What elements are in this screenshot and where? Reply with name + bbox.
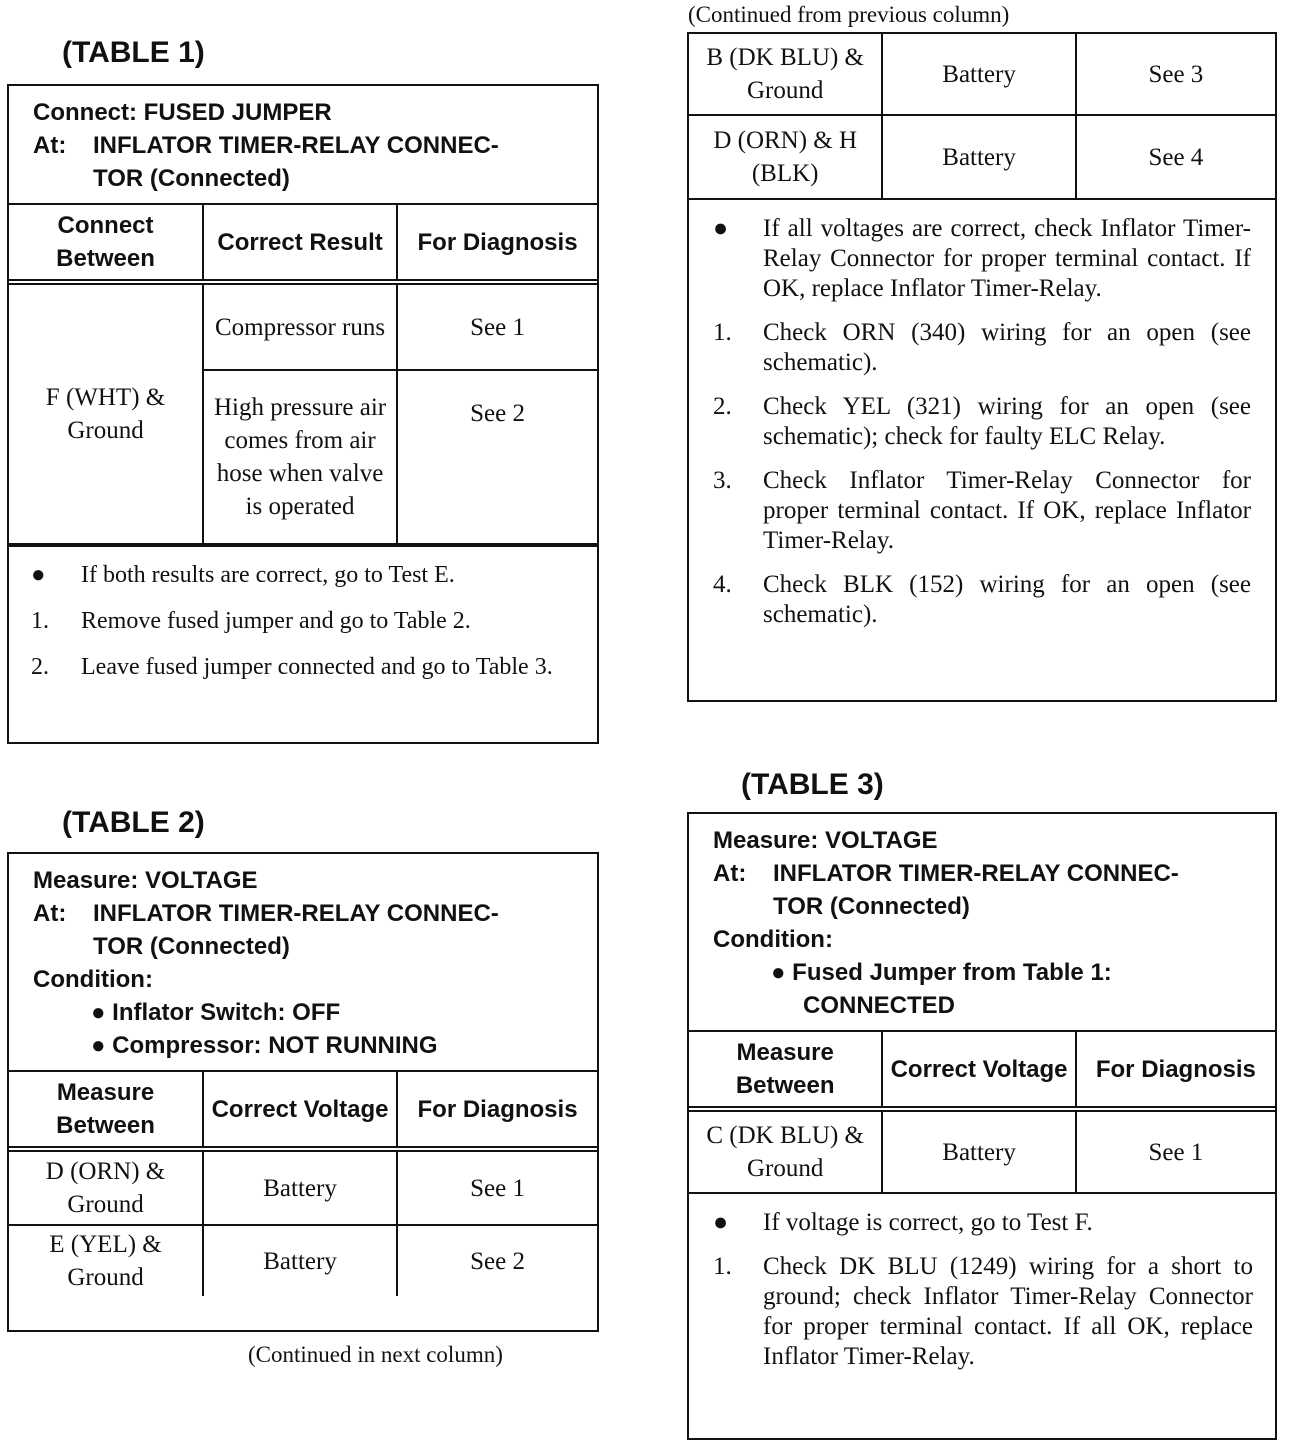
note-item: 3. Check Inflator Timer-Relay Connector for proper terminal contact. If OK, replace Inflator Timer-Relay.	[713, 467, 1251, 554]
table2-continued	[687, 32, 1277, 702]
at-label: At:	[33, 900, 67, 927]
measure-label: Measure:	[713, 827, 819, 854]
table-cell-diagnosis: See 2	[397, 1225, 597, 1296]
at-line1: INFLATOR TIMER-RELAY CONNEC-	[93, 132, 499, 159]
at-label: At:	[713, 860, 747, 887]
table2-continued-grid	[689, 34, 1275, 200]
note-item: ● If all voltages are correct, check Inflator Timer-Relay Connector for proper terminal contact. If OK, replace Inflator Timer-Relay.	[713, 215, 1251, 302]
at-line2: TOR (Connected)	[93, 933, 290, 960]
table1-title: (TABLE 1)	[62, 36, 205, 69]
col-header-correct-result: Correct Result	[203, 205, 397, 282]
condition-item: ● Compressor: NOT RUNNING	[91, 1032, 438, 1059]
table-cell-between: E (YEL) & Ground	[9, 1225, 203, 1296]
table-cell-between: D (ORN) & Ground	[9, 1149, 203, 1225]
col-header-correct-voltage: Correct Voltage	[203, 1072, 397, 1149]
note-item: 1. Check ORN (340) wiring for an open (see schematic).	[713, 319, 1251, 376]
table-cell-voltage: Battery	[882, 1109, 1075, 1193]
col-header-connect-between: Connect Between	[9, 205, 203, 282]
table2-grid	[9, 1072, 597, 1296]
at-line2: TOR (Connected)	[93, 165, 290, 192]
note-item: ● If both results are correct, go to Test E.	[31, 562, 455, 588]
table-cell-voltage: Battery	[882, 115, 1075, 199]
note-item: 1. Remove fused jumper and go to Table 2.	[31, 608, 471, 634]
table2	[7, 852, 599, 1332]
measure-value: VOLTAGE	[825, 827, 938, 854]
table-cell-result: Compressor runs	[203, 282, 397, 370]
continued-from-caption: (Continued from previous column)	[688, 2, 1010, 27]
table3-notes	[689, 1194, 1275, 1392]
condition-item: ● Inflator Switch: OFF	[91, 999, 341, 1026]
note-item: 4. Check BLK (152) wiring for an open (see schematic).	[713, 571, 1251, 628]
condition-item-cont: CONNECTED	[803, 992, 956, 1019]
at-line2: TOR (Connected)	[773, 893, 970, 920]
table-cell-voltage: Battery	[203, 1225, 397, 1296]
measure-value: VOLTAGE	[145, 867, 258, 894]
table-cell-voltage: Battery	[203, 1149, 397, 1225]
condition-item: ● Fused Jumper from Table 1:	[771, 959, 1112, 986]
table2-notes	[689, 200, 1275, 650]
table1-header	[9, 86, 597, 205]
table-cell-between: C (DK BLU) & Ground	[689, 1109, 882, 1193]
table1-notes	[9, 545, 597, 703]
table-cell-diagnosis: See 1	[397, 282, 597, 370]
table3	[687, 812, 1277, 1440]
connect-label: Connect:	[33, 99, 137, 126]
note-item: ● If voltage is correct, go to Test F.	[713, 1209, 1093, 1236]
table-cell-between: B (DK BLU) & Ground	[689, 34, 882, 115]
at-line1: INFLATOR TIMER-RELAY CONNEC-	[773, 860, 1179, 887]
table-cell-diagnosis: See 3	[1076, 34, 1275, 115]
col-header-for-diagnosis: For Diagnosis	[1076, 1032, 1275, 1109]
table1	[7, 84, 599, 744]
table-cell-between: D (ORN) & H (BLK)	[689, 115, 882, 199]
col-header-measure-between: Measure Between	[689, 1032, 882, 1109]
at-label: At:	[33, 132, 67, 159]
note-item: 2. Check YEL (321) wiring for an open (see schematic); check for faulty ELC Relay.	[713, 393, 1251, 450]
table-cell-voltage: Battery	[882, 34, 1075, 115]
table3-grid	[689, 1032, 1275, 1194]
condition-label: Condition:	[713, 926, 833, 953]
condition-label: Condition:	[33, 966, 153, 993]
table2-title: (TABLE 2)	[62, 806, 205, 839]
table-cell-result: High pressure air comes from air hose when valve is operated	[203, 370, 397, 544]
table-cell-diagnosis: See 1	[1076, 1109, 1275, 1193]
col-header-for-diagnosis: For Diagnosis	[397, 205, 597, 282]
col-header-correct-voltage: Correct Voltage	[882, 1032, 1075, 1109]
col-header-for-diagnosis: For Diagnosis	[397, 1072, 597, 1149]
table1-grid	[9, 205, 597, 545]
table3-header	[689, 814, 1275, 1032]
col-header-measure-between: Measure Between	[9, 1072, 203, 1149]
table3-title: (TABLE 3)	[741, 768, 884, 801]
continued-next-caption: (Continued in next column)	[248, 1342, 503, 1367]
table2-header	[9, 854, 597, 1072]
at-line1: INFLATOR TIMER-RELAY CONNEC-	[93, 900, 499, 927]
measure-label: Measure:	[33, 867, 139, 894]
table-cell-between: F (WHT) & Ground	[9, 282, 203, 544]
table-cell-diagnosis: See 4	[1076, 115, 1275, 199]
table-cell-diagnosis: See 1	[397, 1149, 597, 1225]
connect-value: FUSED JUMPER	[143, 99, 332, 126]
table-cell-diagnosis: See 2	[397, 370, 597, 544]
note-item: 2. Leave fused jumper connected and go to Table 3.	[31, 654, 553, 680]
note-item: 1. Check DK BLU (1249) wiring for a short to ground; check Inflator Timer-Relay Connector for proper terminal contact. If all OK, replace Inflator Timer-Relay.	[713, 1253, 1253, 1370]
